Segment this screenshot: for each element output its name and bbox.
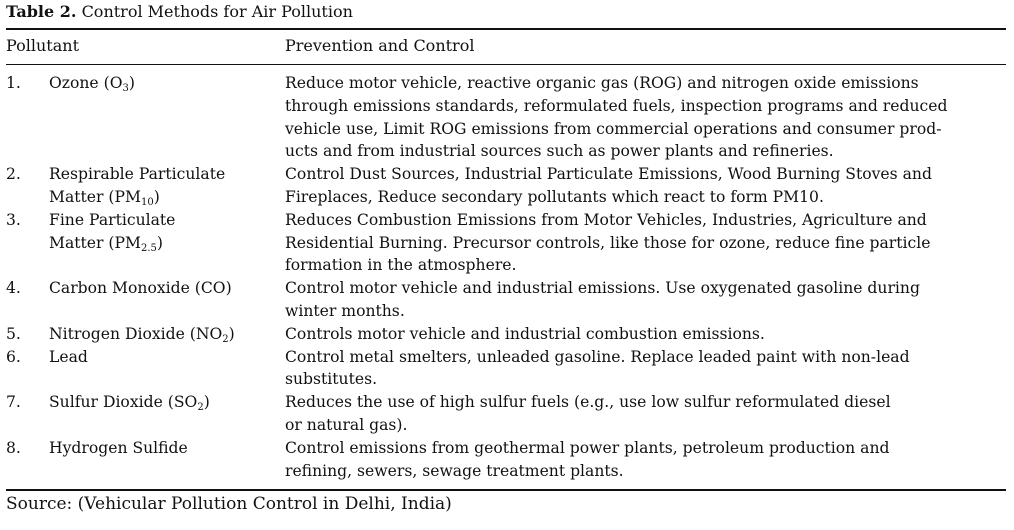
pollutant-name-line: Nitrogen Dioxide $(NO_2)$ [49,324,235,345]
pollutant-name [49,323,285,346]
header-pollutant-label: Pollutant [6,36,79,55]
pollutant-name-line: Carbon Monoxide (CO) [49,279,232,298]
pollutant-cell [6,437,285,483]
table-row [6,163,1008,209]
control-cell [285,437,1008,483]
subscript: 2 [222,333,229,345]
row-number: 8. [6,438,21,457]
control-line: formation in the atmosphere. [285,256,517,275]
control-line: Control motor vehicle and industrial emissions. Use oxygenated gasoline during [285,279,920,298]
table-label: Table 2. [6,2,77,21]
table-row [6,346,1008,392]
control-line: Residential Burning. Precursor controls, like those for ozone, reduce fine particle [285,233,931,252]
table-title: Control Methods for Air Pollution [81,2,353,21]
table-header-row [6,30,1008,64]
pollutant-name-line: Lead [49,347,88,366]
control-cell [285,323,1008,346]
subscript: 2.5 [140,242,157,254]
pollutant-cell [6,209,285,277]
table-row [6,72,1008,163]
control-line: Controls motor vehicle and industrial combustion emissions. [285,324,765,343]
subscript: 2 [197,402,204,414]
bottom-rule [6,489,1006,491]
subscript: 3 [122,83,129,94]
control-cell [285,209,1008,277]
pollutant-name [49,346,285,392]
control-line: vehicle use, Limit ROG emissions from commercial operations and consumer prod- [285,119,942,138]
pollutant-cell [6,323,285,346]
control-line: through emissions standards, reformulated fuels, inspection programs and reduced [285,96,948,115]
control-line: substitutes. [285,370,378,389]
pollutant-name-line: Sulfur Dioxide $(SO_2)$ [49,393,210,414]
control-cell [285,72,1008,163]
row-number: 2. [6,165,21,184]
pollutant-name [49,72,285,163]
pollutant-cell [6,163,285,209]
control-line: Reduces the use of high sulfur fuels (e.g., use low sulfur reformulated diesel [285,393,891,412]
control-line: Reduces Combustion Emissions from Motor Vehicles, Industries, Agriculture and [285,210,927,229]
row-number: 7. [6,393,21,412]
table-caption [6,2,1008,22]
pollutant-name-line: Matter $(PM_{2.5})$ [49,233,163,254]
control-line: ucts and from industrial sources such as power plants and refineries. [285,142,834,161]
control-cell [285,346,1008,392]
pollutant-cell [6,72,285,163]
control-line: or natural gas). [285,415,408,434]
pollutant-cell [6,391,285,437]
control-line: refining, sewers, sewage treatment plants. [285,461,624,480]
control-line: Fireplaces, Reduce secondary pollutants which react to form PM10. [285,187,824,206]
pollutant-name-line: Hydrogen Sulfide [49,438,188,457]
header-control [285,36,1008,56]
control-line: winter months. [285,301,405,320]
control-cell [285,277,1008,323]
row-number: 1. [6,74,21,92]
row-number: 4. [6,279,21,298]
control-cell [285,163,1008,209]
control-line: Control emissions from geothermal power plants, petroleum production and [285,438,890,457]
pollutant-name-line: Respirable Particulate [49,165,226,184]
pollutant-name [49,391,285,437]
pollutant-name [49,437,285,483]
pollutant-name [49,277,285,323]
table-body [6,65,1008,482]
row-number: 6. [6,347,21,366]
pollutant-name-line: Matter $(PM_{10})$ [49,187,160,208]
table-row [6,209,1008,277]
subscript: 10 [140,196,154,208]
header-control-label: Prevention and Control [285,36,475,55]
row-number: 5. [6,324,21,343]
pollutant-name [49,163,285,209]
pollutant-cell [6,346,285,392]
header-pollutant [6,36,285,56]
pollutant-name-line: Ozone $(O_3)$ [49,74,135,94]
control-cell [285,391,1008,437]
control-line: Reduce motor vehicle, reactive organic gas (ROG) and nitrogen oxide emissions [285,74,919,92]
table-row [6,391,1008,437]
table-row [6,277,1008,323]
pollutant-name [49,209,285,277]
control-line: Control metal smelters, unleaded gasoline. Replace leaded paint with non-lead [285,347,910,366]
pollutant-name-line: Fine Particulate [49,210,176,229]
row-number: 3. [6,210,21,229]
table-row [6,323,1008,346]
control-line: Control Dust Sources, Industrial Particulate Emissions, Wood Burning Stoves and [285,165,932,184]
pollutant-cell [6,277,285,323]
table-row [6,437,1008,483]
table-source: Source: (Vehicular Pollution Control in Delhi, India) [6,494,452,515]
